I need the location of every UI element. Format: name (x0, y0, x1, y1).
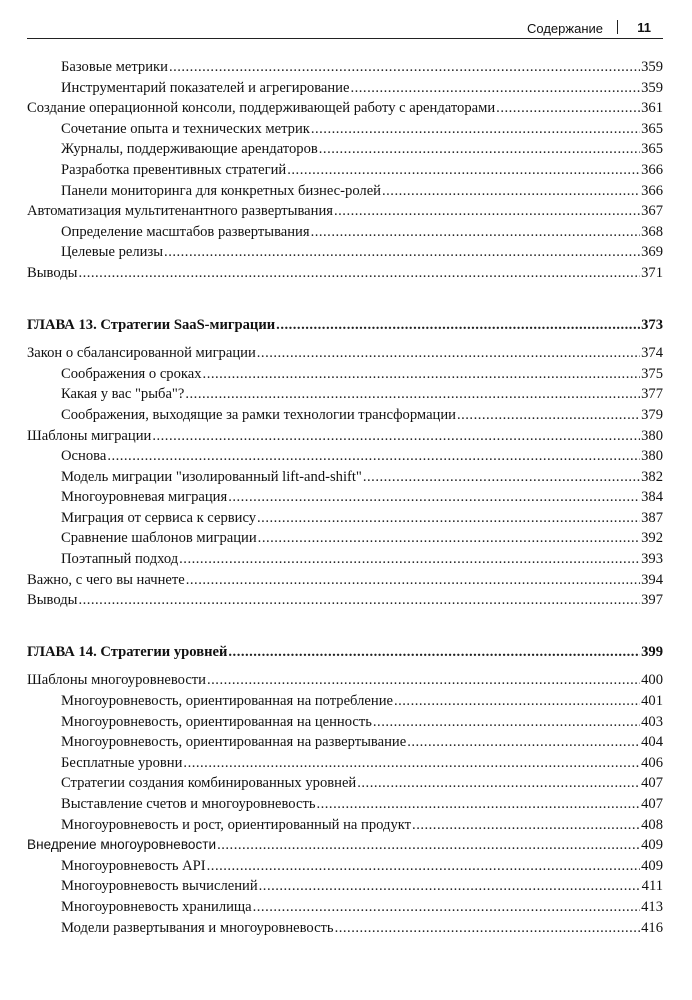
toc-entry-title: Выводы (27, 264, 78, 281)
dot-leader (316, 794, 640, 815)
toc-entry[interactable] (27, 263, 663, 284)
running-title: Содержание (527, 21, 603, 36)
toc-page-number: 365 (641, 141, 663, 158)
toc-page-number: 392 (641, 530, 663, 547)
toc-entry-title: Многоуровневость хранилища (61, 898, 252, 915)
toc-entry-title: Шаблоны миграции (27, 427, 152, 444)
page-header (27, 14, 663, 39)
toc-entry[interactable] (27, 897, 663, 918)
dot-leader (350, 78, 640, 99)
toc-entry[interactable] (27, 98, 663, 119)
toc-entry-title: Модель миграции "изолированный lift-and-shift" (61, 468, 362, 485)
toc-entry-title: Многоуровневость вычислений (61, 878, 258, 895)
toc-entry-title: Многоуровневая миграция (61, 489, 228, 506)
toc-page-number: 403 (641, 713, 663, 730)
toc-entry[interactable] (27, 835, 663, 856)
toc-page-number: 359 (641, 79, 663, 96)
dot-leader (259, 876, 641, 897)
toc-entry[interactable] (27, 732, 663, 753)
dot-leader (373, 712, 640, 733)
toc-page-number: 380 (641, 448, 663, 465)
toc-entry[interactable] (27, 773, 663, 794)
toc-entry-title: Разработка превентивных стратегий (61, 161, 287, 178)
page-number: 11 (637, 20, 651, 35)
toc-page-number: 401 (641, 693, 663, 710)
toc-page-number: 380 (641, 427, 663, 444)
dot-leader (164, 242, 640, 263)
toc-entry-title: Шаблоны многоуровневости (27, 672, 206, 689)
toc-entry-title: Панели мониторинга для конкретных бизнес-ролей (61, 182, 381, 199)
toc-entry-title: Определение масштабов развертывания (61, 223, 310, 240)
dot-leader (394, 691, 640, 712)
dot-leader (363, 467, 640, 488)
dot-leader (169, 57, 640, 78)
toc-entry-title: Соображения о сроках (61, 365, 202, 382)
dot-leader (357, 773, 640, 794)
toc-entry[interactable] (27, 160, 663, 181)
toc-entry-title: Многоуровневость, ориентированная на развертывание (61, 734, 407, 751)
toc-entry[interactable] (27, 794, 663, 815)
toc-entry-title: Сочетание опыта и технических метрик (61, 120, 310, 137)
toc-entry[interactable] (27, 78, 663, 99)
toc-entry-title: Внедрение многоуровневости (27, 837, 217, 853)
toc-page-number: 387 (641, 509, 663, 526)
section-gap (27, 284, 663, 315)
dot-leader (287, 160, 640, 181)
dot-leader (257, 508, 640, 529)
toc-entry[interactable] (27, 222, 663, 243)
dot-leader (276, 315, 640, 336)
toc-page-number: 413 (641, 898, 663, 915)
toc-entry-title: Инструментарий показателей и агрегирование (61, 79, 350, 96)
toc-entry[interactable] (27, 590, 663, 611)
toc-entry-title: Автоматизация мультитенантного развертывания (27, 203, 333, 220)
section-gap (27, 611, 663, 642)
toc-page-number: 366 (641, 182, 663, 199)
toc-page-number: 367 (641, 203, 663, 220)
toc-page-number: 407 (641, 796, 663, 812)
toc-entry[interactable] (27, 815, 663, 836)
toc-page-number: 366 (641, 161, 663, 178)
dot-leader (186, 570, 640, 591)
toc-page-number: 374 (641, 345, 663, 362)
toc-entry[interactable] (27, 364, 663, 385)
dot-leader (185, 384, 640, 405)
toc-page-number: 368 (641, 223, 663, 240)
toc-entry[interactable] (27, 508, 663, 529)
toc-entry[interactable] (27, 670, 663, 691)
chapter-title: ГЛАВА 14. Стратегии уровней (27, 643, 228, 660)
toc-page-number: 384 (641, 489, 663, 506)
toc-page-number: 373 (641, 316, 663, 333)
toc-page-number: 359 (641, 59, 663, 75)
toc-entry[interactable] (27, 181, 663, 202)
toc-page-number: 416 (641, 919, 663, 936)
toc-entry-title: Многоуровневость, ориентированная на потребление (61, 693, 393, 710)
toc-entry-title: Целевые релизы (61, 244, 164, 261)
toc-entry-title: Многоуровневость и рост, ориентированный на продукт (61, 816, 412, 833)
toc-page-number: 411 (641, 878, 663, 895)
toc-page-number: 393 (641, 551, 663, 568)
dot-leader (207, 856, 640, 877)
header-separator (617, 20, 618, 34)
toc-entry-title: Соображения, выходящие за рамки технологии трансформации (61, 406, 456, 423)
dot-leader (412, 815, 640, 836)
chapter-heading[interactable] (27, 315, 663, 336)
dot-leader (228, 642, 640, 663)
dot-leader (207, 670, 640, 691)
toc-page-number: 377 (641, 386, 663, 403)
toc-entry-title: Журналы, поддерживающие арендаторов (61, 141, 318, 158)
toc-entry[interactable] (27, 753, 663, 774)
toc-page-number: 375 (641, 365, 663, 382)
toc-entry[interactable] (27, 528, 663, 549)
dot-leader (78, 263, 640, 284)
dot-leader (311, 222, 641, 243)
dot-leader (152, 426, 640, 447)
dot-leader (183, 753, 640, 774)
toc-page-number: 409 (641, 837, 663, 854)
table-of-contents (27, 57, 663, 938)
toc-entry-title: Создание операционной консоли, поддерживающей работу с арендаторами (27, 100, 496, 117)
chapter-heading[interactable] (27, 642, 663, 663)
toc-entry[interactable] (27, 57, 663, 78)
toc-page-number: 399 (641, 643, 663, 660)
toc-entry[interactable] (27, 856, 663, 877)
toc-entry-title: Базовые метрики (61, 59, 168, 75)
toc-entry[interactable] (27, 242, 663, 263)
toc-entry-title: Бесплатные уровни (61, 754, 183, 771)
toc-entry[interactable] (27, 139, 663, 160)
toc-page-number: 369 (641, 244, 663, 261)
toc-entry-title: Основа (61, 448, 107, 465)
toc-page-number: 400 (641, 672, 663, 689)
toc-entry[interactable] (27, 446, 663, 467)
toc-page-number: 394 (641, 571, 663, 588)
toc-entry-title: Стратегии создания комбинированных уровней (61, 775, 357, 792)
toc-entry[interactable] (27, 426, 663, 447)
toc-entry-title: Какая у вас "рыба"? (61, 386, 185, 403)
toc-entry[interactable] (27, 487, 663, 508)
dot-leader (335, 918, 641, 939)
toc-page-number: 382 (641, 468, 663, 485)
toc-entry-title: Закон о сбалансированной миграции (27, 345, 256, 362)
dot-leader (457, 405, 640, 426)
toc-page-number: 365 (641, 120, 663, 137)
toc-entry-title: Сравнение шаблонов миграции (61, 530, 257, 547)
toc-entry[interactable] (27, 918, 663, 939)
toc-entry-title: Миграция от сервиса к сервису (61, 509, 257, 526)
toc-entry[interactable] (27, 712, 663, 733)
toc-entry[interactable] (27, 405, 663, 426)
dot-leader (496, 98, 640, 119)
dot-leader (217, 835, 640, 856)
toc-entry-title: Важно, с чего вы начнете (27, 571, 185, 588)
dot-leader (78, 590, 640, 611)
toc-page-number: 409 (641, 857, 663, 874)
dot-leader (257, 343, 640, 364)
toc-entry[interactable] (27, 384, 663, 405)
toc-entry-title: Поэтапный подход (61, 551, 179, 568)
toc-page-number: 407 (641, 775, 663, 792)
dot-leader (319, 139, 640, 160)
toc-entry[interactable] (27, 343, 663, 364)
toc-entry[interactable] (27, 570, 663, 591)
dot-leader (179, 549, 640, 570)
toc-page-number: 406 (641, 754, 663, 771)
toc-page-number: 404 (641, 734, 663, 751)
toc-page-number: 408 (641, 816, 663, 833)
dot-leader (203, 364, 641, 385)
dot-leader (311, 119, 640, 140)
section-gap (27, 662, 663, 670)
toc-entry[interactable] (27, 691, 663, 712)
toc-page-number: 397 (641, 592, 663, 609)
dot-leader (334, 201, 640, 222)
dot-leader (407, 732, 640, 753)
dot-leader (228, 487, 640, 508)
dot-leader (253, 897, 640, 918)
chapter-title: ГЛАВА 13. Стратегии SaaS-миграции (27, 316, 276, 333)
toc-entry[interactable] (27, 876, 663, 897)
toc-page-number: 379 (641, 406, 663, 423)
toc-entry-title: Выставление счетов и многоуровневость (61, 796, 316, 812)
toc-page-number: 371 (641, 264, 663, 281)
toc-entry-title: Модели развертывания и многоуровневость (61, 919, 334, 936)
dot-leader (382, 181, 640, 202)
toc-entry[interactable] (27, 119, 663, 140)
dot-leader (258, 528, 640, 549)
toc-entry[interactable] (27, 549, 663, 570)
toc-entry[interactable] (27, 467, 663, 488)
toc-entry-title: Многоуровневость API (61, 857, 206, 874)
toc-entry-title: Выводы (27, 592, 78, 609)
toc-entry[interactable] (27, 201, 663, 222)
toc-page-number: 361 (641, 100, 663, 117)
toc-entry-title: Многоуровневость, ориентированная на ценность (61, 713, 372, 730)
dot-leader (107, 446, 640, 467)
section-gap (27, 335, 663, 343)
